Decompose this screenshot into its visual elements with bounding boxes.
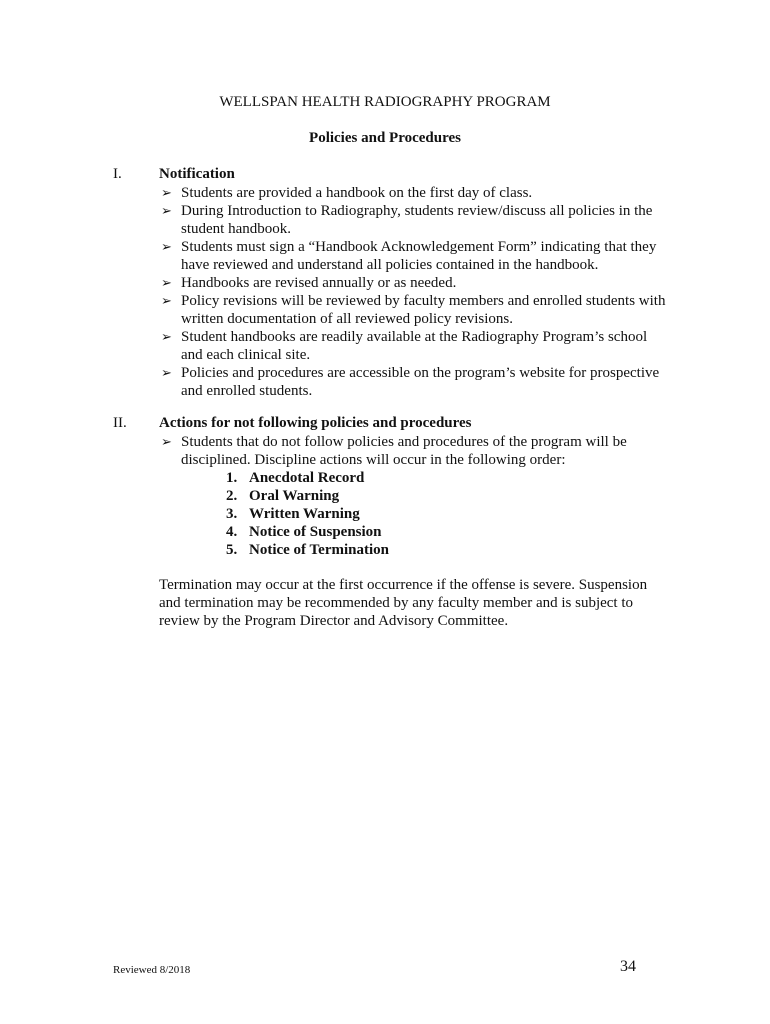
bullet-text: Handbooks are revised annually or as needed. [181, 275, 457, 291]
bullet-text: During Introduction to Radiography, students review/discuss all policies in the student handbook. [181, 203, 653, 237]
section-numeral: II. [113, 415, 127, 431]
step-label: Written Warning [249, 506, 360, 522]
list-item [159, 292, 669, 328]
step-label: Oral Warning [249, 488, 340, 504]
list-item [159, 274, 669, 292]
list-item [226, 541, 389, 559]
step-number: 3. [226, 506, 238, 522]
discipline-steps-list [226, 469, 389, 559]
list-item [159, 328, 669, 364]
actions-bullet-list [159, 433, 669, 469]
arrow-bullet-icon: ➢ [161, 365, 172, 380]
document-subtitle: Policies and Procedures [309, 130, 461, 146]
arrow-bullet-icon: ➢ [161, 275, 172, 290]
list-item [159, 364, 669, 400]
list-item [159, 238, 669, 274]
list-item [226, 469, 389, 487]
section-numeral: I. [113, 166, 122, 182]
bullet-text: Policies and procedures are accessible on the program’s website for prospective and enrolled students. [181, 365, 660, 399]
list-item [159, 184, 669, 202]
arrow-bullet-icon: ➢ [161, 329, 172, 344]
arrow-bullet-icon: ➢ [161, 434, 172, 449]
arrow-bullet-icon: ➢ [161, 185, 172, 200]
list-item [159, 202, 669, 238]
list-item [159, 433, 669, 469]
section-heading: Notification [159, 166, 235, 182]
step-number: 1. [226, 470, 238, 486]
bullet-text: Students are provided a handbook on the first day of class. [181, 185, 533, 201]
list-item [226, 505, 389, 523]
list-item [226, 523, 389, 541]
termination-paragraph: Termination may occur at the first occurrence if the offense is severe. Suspension and termination may be recommended by any faculty member and is subject to review by the Program Director and Advisory Committee. [159, 577, 648, 629]
step-number: 5. [226, 542, 238, 558]
step-label: Notice of Termination [249, 542, 389, 558]
arrow-bullet-icon: ➢ [161, 239, 172, 254]
bullet-text: Students must sign a “Handbook Acknowledgement Form” indicating that they have reviewed and understand all policies contained in the handbook. [181, 239, 657, 273]
list-item [226, 487, 389, 505]
reviewed-date: Reviewed 8/2018 [113, 964, 191, 976]
document-title: WELLSPAN HEALTH RADIOGRAPHY PROGRAM [219, 94, 551, 110]
bullet-text: Students that do not follow policies and procedures of the program will be disciplined. Discipline actions will occur in the following order: [181, 434, 627, 468]
bullet-text: Policy revisions will be reviewed by faculty members and enrolled students with written documentation of all reviewed policy revisions. [181, 293, 666, 327]
section-heading: Actions for not following policies and procedures [159, 415, 472, 431]
step-number: 2. [226, 488, 238, 504]
bullet-text: Student handbooks are readily available at the Radiography Program’s school and each clinical site. [181, 329, 648, 363]
notification-bullet-list [159, 184, 669, 400]
page-number: 34 [620, 958, 636, 975]
step-label: Anecdotal Record [249, 470, 365, 486]
arrow-bullet-icon: ➢ [161, 203, 172, 218]
arrow-bullet-icon: ➢ [161, 293, 172, 308]
step-number: 4. [226, 524, 238, 540]
step-label: Notice of Suspension [249, 524, 382, 540]
